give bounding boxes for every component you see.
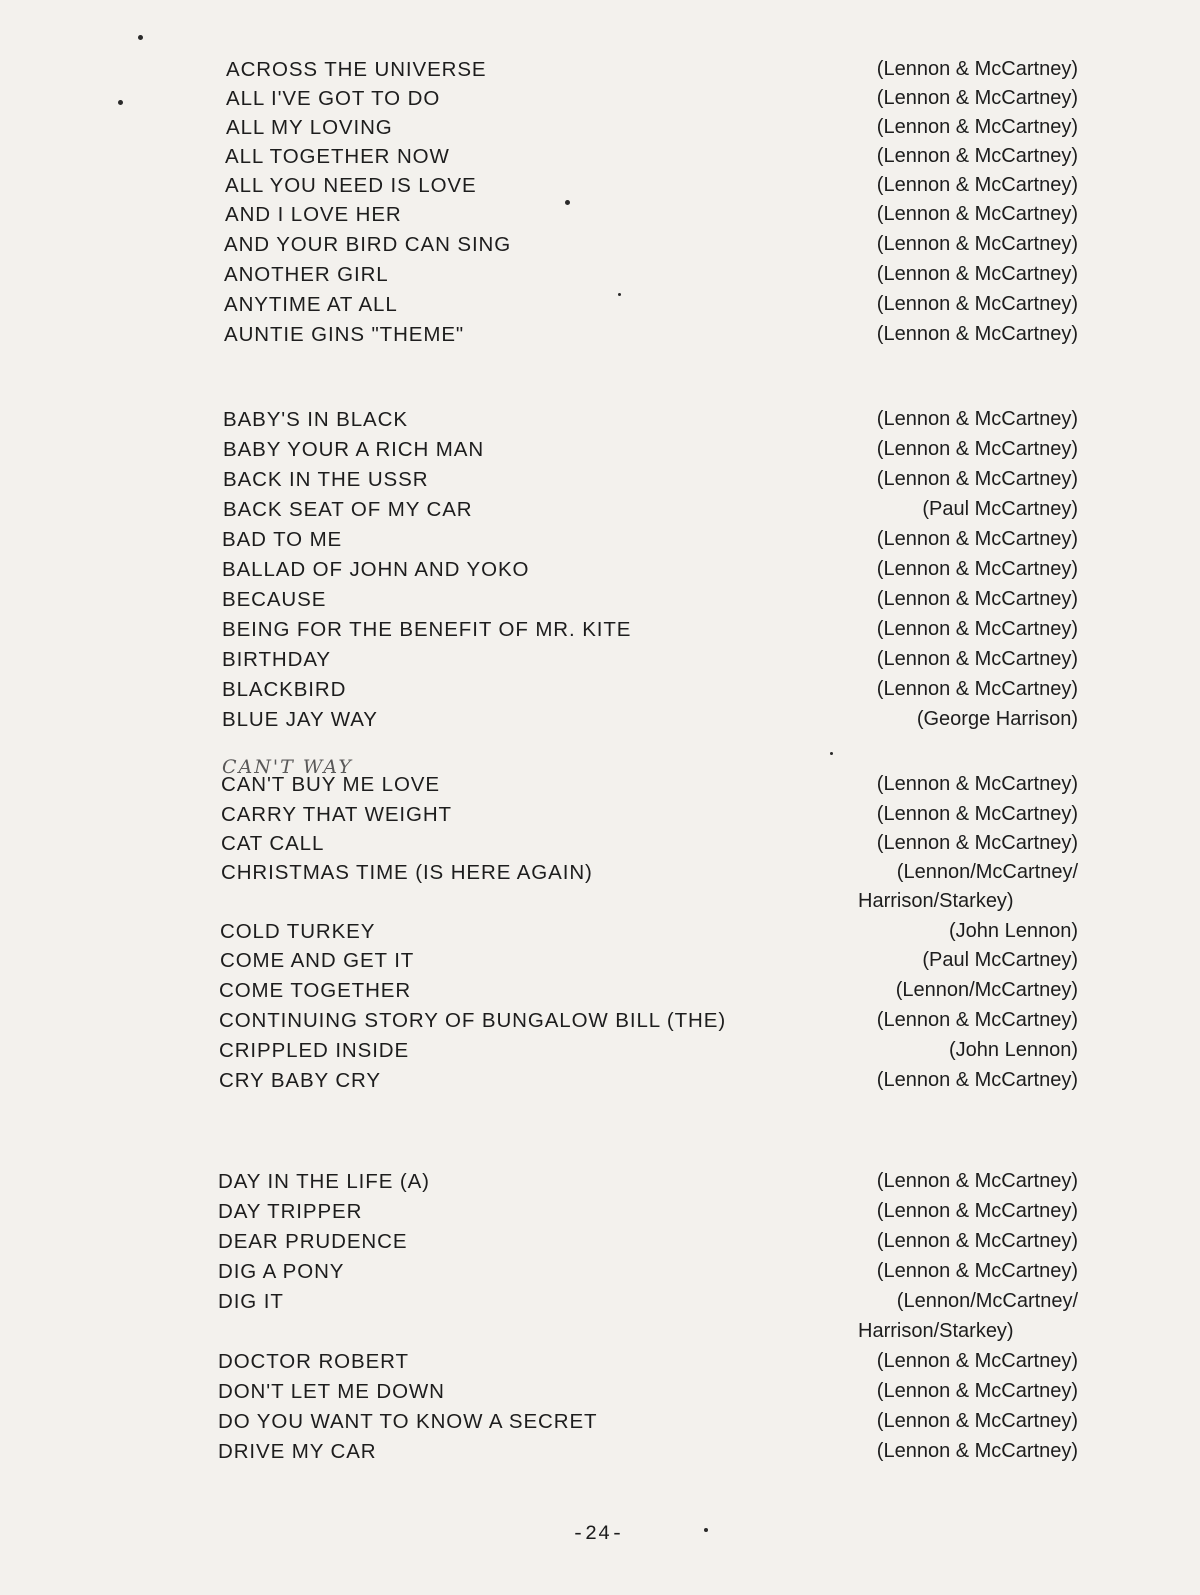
print-speck — [565, 200, 570, 205]
list-item — [0, 558, 1200, 588]
song-title: CAN'T BUY ME LOVE — [221, 773, 440, 796]
song-credit: (Lennon & McCartney) — [876, 58, 1078, 80]
song-credit: (Lennon & McCartney) — [876, 468, 1078, 490]
song-credit: (George Harrison) — [916, 708, 1078, 730]
list-item — [0, 949, 1200, 979]
list-item — [0, 58, 1200, 88]
song-credit: (Lennon & McCartney) — [876, 1069, 1078, 1091]
list-item — [0, 1290, 1200, 1320]
song-title: BACK IN THE USSR — [223, 468, 429, 491]
handwritten-note: CAN'T WAY — [222, 756, 353, 778]
list-item — [0, 1009, 1200, 1039]
song-title: AND I LOVE HER — [225, 203, 402, 226]
song-title: ANOTHER GIRL — [224, 263, 389, 286]
print-speck — [138, 35, 143, 40]
song-credit: (Lennon & McCartney) — [876, 558, 1078, 580]
song-credit-continued: Harrison/Starkey) — [858, 1320, 1014, 1342]
song-credit: (Lennon & McCartney) — [876, 408, 1078, 430]
song-credit: (Lennon & McCartney) — [876, 618, 1078, 640]
song-title: DOCTOR ROBERT — [218, 1350, 409, 1373]
list-item — [0, 1440, 1200, 1470]
song-credit: (Lennon & McCartney) — [876, 588, 1078, 610]
song-credit: (Lennon/McCartney/ — [896, 1290, 1078, 1312]
list-item — [0, 293, 1200, 323]
song-title: DRIVE MY CAR — [218, 1440, 377, 1463]
list-item — [0, 1230, 1200, 1260]
song-title: AND YOUR BIRD CAN SING — [224, 233, 512, 256]
song-credit: (Lennon & McCartney) — [876, 1440, 1078, 1462]
song-title: DEAR PRUDENCE — [218, 1230, 408, 1253]
song-title: DAY IN THE LIFE (A) — [218, 1170, 430, 1193]
song-credit: (Lennon & McCartney) — [876, 773, 1078, 795]
song-credit: (Lennon & McCartney) — [876, 203, 1078, 225]
song-credit: (Lennon/McCartney/ — [896, 861, 1078, 883]
list-item — [0, 528, 1200, 558]
song-title: CARRY THAT WEIGHT — [221, 803, 452, 826]
list-item — [0, 832, 1200, 862]
list-item — [0, 618, 1200, 648]
list-item — [0, 1260, 1200, 1290]
song-credit: (Paul McCartney) — [922, 949, 1078, 971]
song-title: COME AND GET IT — [220, 949, 415, 972]
list-item — [0, 498, 1200, 528]
list-item — [0, 1380, 1200, 1410]
song-title: DON'T LET ME DOWN — [218, 1380, 445, 1403]
song-title: CRIPPLED INSIDE — [219, 1039, 410, 1062]
song-title: BECAUSE — [222, 588, 327, 611]
song-credit: (John Lennon) — [949, 920, 1078, 942]
list-item — [0, 145, 1200, 175]
list-item — [0, 678, 1200, 708]
list-item — [0, 87, 1200, 117]
song-title: BEING FOR THE BENEFIT OF MR. KITE — [222, 618, 632, 641]
song-credit: (Lennon & McCartney) — [876, 648, 1078, 670]
song-title: CONTINUING STORY OF BUNGALOW BILL (THE) — [219, 1009, 727, 1032]
print-speck — [704, 1528, 708, 1532]
song-credit: (Lennon & McCartney) — [876, 323, 1078, 345]
song-credit: (Lennon & McCartney) — [876, 145, 1078, 167]
list-item — [0, 1200, 1200, 1230]
song-credit: (Lennon & McCartney) — [876, 1380, 1078, 1402]
song-title: CHRISTMAS TIME (IS HERE AGAIN) — [221, 861, 593, 884]
list-item — [0, 588, 1200, 618]
print-speck — [830, 752, 833, 755]
song-title: BACK SEAT OF MY CAR — [223, 498, 473, 521]
song-title: AUNTIE GINS "THEME" — [224, 323, 465, 346]
list-item — [0, 438, 1200, 468]
song-title: BAD TO ME — [222, 528, 343, 551]
list-item-continuation — [0, 1320, 1200, 1350]
song-title: CAT CALL — [221, 832, 325, 855]
song-title: ALL I'VE GOT TO DO — [226, 87, 441, 110]
list-item — [0, 1069, 1200, 1099]
list-item — [0, 323, 1200, 353]
song-credit: (John Lennon) — [949, 1039, 1078, 1061]
song-credit: (Lennon & McCartney) — [876, 1410, 1078, 1432]
song-credit: (Paul McCartney) — [922, 498, 1078, 520]
song-title: COLD TURKEY — [220, 920, 376, 943]
song-title: ACROSS THE UNIVERSE — [226, 58, 487, 81]
song-credit-continued: Harrison/Starkey) — [858, 890, 1014, 912]
song-credit: (Lennon & McCartney) — [876, 116, 1078, 138]
song-title: ANYTIME AT ALL — [224, 293, 398, 316]
song-credit: (Lennon & McCartney) — [876, 678, 1078, 700]
print-speck — [618, 293, 621, 296]
list-item — [0, 861, 1200, 891]
song-credit: (Lennon & McCartney) — [876, 263, 1078, 285]
song-title: BLUE JAY WAY — [222, 708, 378, 731]
song-title: DIG IT — [218, 1290, 284, 1313]
song-title: ALL YOU NEED IS LOVE — [225, 174, 477, 197]
list-item — [0, 174, 1200, 204]
list-item — [0, 116, 1200, 146]
list-item — [0, 648, 1200, 678]
song-credit: (Lennon & McCartney) — [876, 174, 1078, 196]
song-title: DAY TRIPPER — [218, 1200, 363, 1223]
list-item — [0, 708, 1200, 738]
song-credit: (Lennon & McCartney) — [876, 233, 1078, 255]
list-item-continuation — [0, 890, 1200, 920]
song-credit: (Lennon & McCartney) — [876, 1009, 1078, 1031]
song-credit: (Lennon & McCartney) — [876, 803, 1078, 825]
list-item — [0, 233, 1200, 263]
page-number: -24- — [572, 1523, 625, 1546]
list-item — [0, 773, 1200, 803]
song-title: ALL MY LOVING — [226, 116, 393, 139]
list-item — [0, 408, 1200, 438]
list-item — [0, 1039, 1200, 1069]
song-credit: (Lennon & McCartney) — [876, 1200, 1078, 1222]
song-credit: (Lennon & McCartney) — [876, 1170, 1078, 1192]
song-title: COME TOGETHER — [219, 979, 412, 1002]
song-title: BABY'S IN BLACK — [223, 408, 408, 431]
song-title: DIG A PONY — [218, 1260, 345, 1283]
list-item — [0, 1350, 1200, 1380]
song-title: CRY BABY CRY — [219, 1069, 381, 1092]
list-item — [0, 1170, 1200, 1200]
song-credit: (Lennon & McCartney) — [876, 1230, 1078, 1252]
song-title: BLACKBIRD — [222, 678, 347, 701]
song-credit: (Lennon & McCartney) — [876, 528, 1078, 550]
list-item — [0, 203, 1200, 233]
song-credit: (Lennon & McCartney) — [876, 438, 1078, 460]
list-item — [0, 803, 1200, 833]
song-credit: (Lennon & McCartney) — [876, 1350, 1078, 1372]
list-item — [0, 263, 1200, 293]
list-item — [0, 468, 1200, 498]
song-title: DO YOU WANT TO KNOW A SECRET — [218, 1410, 598, 1433]
song-title: ALL TOGETHER NOW — [225, 145, 450, 168]
song-title: BALLAD OF JOHN AND YOKO — [222, 558, 530, 581]
song-credit: (Lennon & McCartney) — [876, 293, 1078, 315]
list-item — [0, 920, 1200, 950]
song-credit: (Lennon & McCartney) — [876, 832, 1078, 854]
list-item — [0, 979, 1200, 1009]
song-credit: (Lennon/McCartney) — [895, 979, 1078, 1001]
song-credit: (Lennon & McCartney) — [876, 87, 1078, 109]
print-speck — [118, 100, 123, 105]
list-item — [0, 1410, 1200, 1440]
song-credit: (Lennon & McCartney) — [876, 1260, 1078, 1282]
song-title: BIRTHDAY — [222, 648, 331, 671]
song-title: BABY YOUR A RICH MAN — [223, 438, 485, 461]
